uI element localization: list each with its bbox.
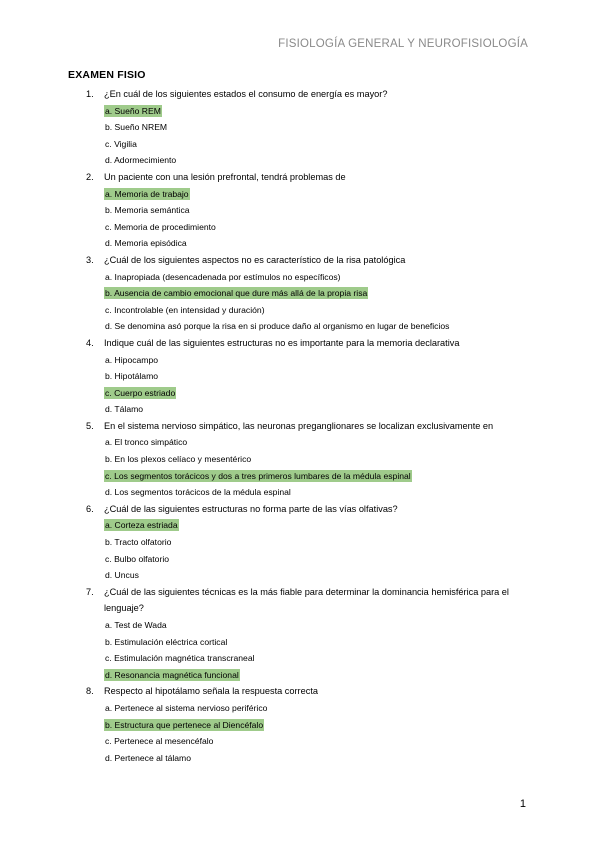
question-number: 1. <box>86 89 94 99</box>
question-2 <box>0 169 600 252</box>
option-text: a. El tronco simpático <box>105 437 188 448</box>
question-text: Un paciente con una lesión prefrontal, tendrá problemas de <box>104 171 346 182</box>
option-list <box>0 517 600 583</box>
option-b <box>0 717 600 734</box>
option-list <box>0 103 600 169</box>
option-text: d. Memoria episódica <box>105 238 187 249</box>
question-1 <box>0 86 600 169</box>
option-text: c. Pertenece al mesencéfalo <box>105 736 214 747</box>
option-c <box>0 733 600 750</box>
question-8 <box>0 683 600 766</box>
option-text: c. Estimulación magnética transcraneal <box>105 653 255 664</box>
option-text: d. Tálamo <box>105 404 144 415</box>
question-4 <box>0 335 600 418</box>
option-text: c. Vigilia <box>105 138 137 149</box>
question-stem <box>0 335 600 352</box>
question-stem <box>0 86 600 103</box>
option-list <box>0 617 600 683</box>
document-header-title: FISIOLOGÍA GENERAL Y NEUROFISIOLOGÍA <box>278 38 528 50</box>
option-d <box>0 750 600 767</box>
option-c <box>0 302 600 319</box>
question-stem <box>0 584 600 617</box>
question-stem <box>0 683 600 700</box>
question-3 <box>0 252 600 335</box>
option-a <box>0 434 600 451</box>
option-d <box>0 318 600 335</box>
option-a <box>0 517 600 534</box>
option-list <box>0 434 600 500</box>
option-text: c. Memoria de procedimiento <box>105 221 216 232</box>
option-text: b. Tracto olfatorio <box>105 537 172 548</box>
question-text: ¿Cuál de las siguientes estructuras no forma parte de las vías olfativas? <box>104 503 398 514</box>
option-a <box>0 103 600 120</box>
question-number: 8. <box>86 686 94 697</box>
page-number: 1 <box>519 798 526 810</box>
question-7 <box>0 584 600 684</box>
question-number: 3. <box>86 254 94 265</box>
option-a <box>0 352 600 369</box>
option-c <box>0 385 600 402</box>
option-b <box>0 368 600 385</box>
option-d <box>0 152 600 169</box>
option-text: a. Pertenece al sistema nervioso periférico <box>105 702 268 713</box>
option-b <box>0 634 600 651</box>
option-text: c. Cuerpo estriado <box>105 387 176 398</box>
option-b <box>0 119 600 136</box>
option-b <box>0 202 600 219</box>
option-text: b. Memoria semántica <box>105 205 190 216</box>
option-c <box>0 650 600 667</box>
option-text: c. Bulbo olfatorio <box>105 553 170 564</box>
question-stem <box>0 501 600 518</box>
question-number: 5. <box>86 420 94 431</box>
option-text: a. Test de Wada <box>105 620 167 630</box>
question-number: 7. <box>86 586 94 597</box>
option-d <box>0 235 600 252</box>
option-d <box>0 401 600 418</box>
option-text: b. Ausencia de cambio emocional que dure más allá de la propia risa <box>105 288 368 299</box>
option-text: a. Corteza estriada <box>105 520 178 531</box>
option-list <box>0 700 600 766</box>
option-text: d. Se denomina asó porque la risa en si produce daño al organismo en lugar de beneficios <box>105 321 450 332</box>
option-a <box>0 269 600 286</box>
option-list <box>0 352 600 418</box>
question-text: ¿Cuál de las siguientes técnicas es la más fiable para determinar la dominancia hemisférica para el lenguaje? <box>104 586 509 614</box>
question-number: 4. <box>86 337 94 348</box>
option-c <box>0 468 600 485</box>
option-text: b. Estructura que pertenece al Diencéfalo <box>105 719 264 730</box>
option-b <box>0 534 600 551</box>
option-a <box>0 617 600 634</box>
question-stem <box>0 418 600 435</box>
option-text: b. En los plexos celíaco y mesentérico <box>105 454 252 465</box>
question-list <box>0 86 600 766</box>
question-6 <box>0 501 600 584</box>
option-text: a. Sueño REM <box>105 105 161 116</box>
option-text: b. Sueño NREM <box>105 122 168 133</box>
option-b <box>0 285 600 302</box>
question-number: 6. <box>86 503 94 514</box>
option-text: d. Pertenece al tálamo <box>105 752 191 763</box>
option-list <box>0 269 600 335</box>
option-text: d. Uncus <box>105 570 139 581</box>
option-c <box>0 219 600 236</box>
question-5 <box>0 418 600 501</box>
option-text: c. Los segmentos torácicos y dos a tres primeros lumbares de la médula espinal <box>105 470 411 481</box>
option-text: a. Memoria de trabajo <box>105 188 189 199</box>
question-stem <box>0 252 600 269</box>
option-d <box>0 567 600 584</box>
option-text: a. Hipocampo <box>105 354 159 365</box>
question-text: Indique cuál de las siguientes estructuras no es importante para la memoria declarativa <box>104 337 460 348</box>
question-number: 2. <box>86 171 94 182</box>
exam-title: EXAMEN FISIO <box>68 69 146 81</box>
option-text: d. Los segmentos torácicos de la médula espinal <box>105 487 291 498</box>
option-a <box>0 700 600 717</box>
option-c <box>0 551 600 568</box>
option-d <box>0 484 600 501</box>
option-text: a. Inapropiada (desencadenada por estímulos no específicos) <box>105 271 341 282</box>
option-c <box>0 136 600 153</box>
option-list <box>0 186 600 252</box>
question-text: ¿Cuál de los siguientes aspectos no es característico de la risa patológica <box>104 254 406 265</box>
option-text: d. Adormecimiento <box>105 155 177 166</box>
option-text: b. Estimulación eléctrica cortical <box>105 636 228 647</box>
option-text: d. Resonancia magnética funcional <box>105 669 239 680</box>
option-text: c. Incontrolable (en intensidad y duración) <box>105 304 265 315</box>
option-d <box>0 667 600 684</box>
question-text: En el sistema nervioso simpático, las neuronas preganglionares se localizan exclusivamente en <box>104 420 494 431</box>
question-stem <box>0 169 600 186</box>
question-text: ¿En cuál de los siguientes estados el consumo de energía es mayor? <box>104 89 388 99</box>
option-a <box>0 186 600 203</box>
question-text: Respecto al hipotálamo señala la respuesta correcta <box>104 686 318 697</box>
option-b <box>0 451 600 468</box>
option-text: b. Hipotálamo <box>105 371 159 382</box>
